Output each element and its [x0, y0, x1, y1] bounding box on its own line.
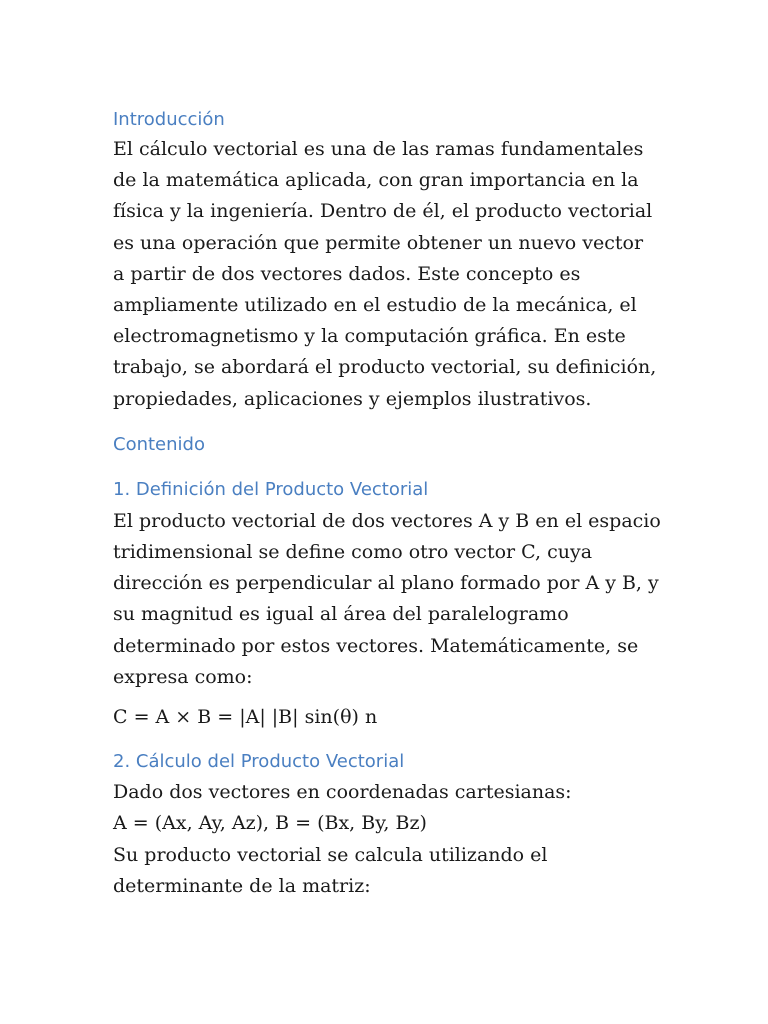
text-line: Dado dos vectores en coordenadas cartesianas: — [113, 781, 572, 804]
heading-contenido: Contenido — [113, 433, 205, 455]
text-line: determinado por estos vectores. Matemáticamente, se — [113, 634, 639, 657]
text-line: A = (Ax, Ay, Az), B = (Bx, By, Bz) — [113, 812, 427, 835]
paragraph-definicion — [113, 506, 673, 693]
text-line: expresa como: — [113, 665, 253, 688]
text-line: Su producto vectorial se calcula utilizando el — [113, 843, 548, 866]
formula-cross-product: C = A × B = |A| |B| sin(θ) n — [113, 706, 378, 729]
heading-introduccion: Introducción — [113, 109, 225, 130]
text-line: su magnitud es igual al área del paralelogramo — [113, 603, 569, 626]
text-line: ampliamente utilizado en el estudio de la mecánica, el — [113, 294, 637, 317]
text-line: física y la ingeniería. Dentro de él, el producto vectorial — [113, 200, 653, 223]
text-line: de la matemática aplicada, con gran importancia en la — [113, 169, 639, 192]
text-line: El producto vectorial de dos vectores A y B en el espacio — [113, 509, 661, 532]
heading-definicion: 1. Definición del Producto Vectorial — [113, 478, 429, 500]
paragraph-calculo — [113, 777, 673, 902]
document-page — [113, 106, 673, 902]
text-line: tridimensional se define como otro vector C, cuya — [113, 541, 593, 564]
text-line: propiedades, aplicaciones y ejemplos ilustrativos. — [113, 387, 592, 410]
text-line: a partir de dos vectores dados. Este concepto es — [113, 262, 581, 285]
text-line: El cálculo vectorial es una de las ramas fundamentales — [113, 138, 644, 160]
text-line: dirección es perpendicular al plano formado por A y B, y — [113, 572, 659, 595]
text-line: determinante de la matriz: — [113, 874, 371, 897]
heading-calculo: 2. Cálculo del Producto Vectorial — [113, 751, 405, 773]
paragraph-introduccion — [113, 134, 673, 415]
text-line: electromagnetismo y la computación gráfica. En este — [113, 325, 626, 348]
text-line: trabajo, se abordará el producto vectorial, su definición, — [113, 356, 657, 379]
text-line: es una operación que permite obtener un nuevo vector — [113, 231, 644, 254]
